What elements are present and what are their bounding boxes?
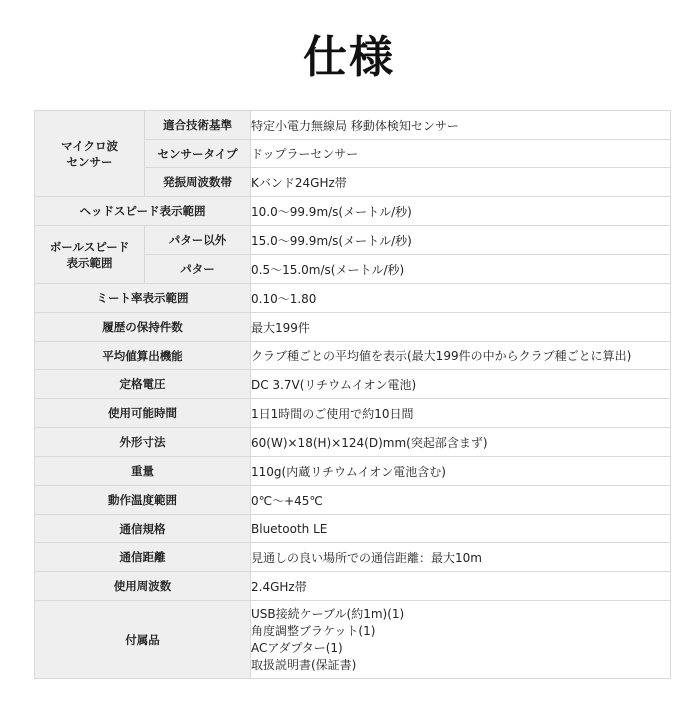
group-label-line: ボールスピード [49, 239, 130, 254]
sensor-type-value: ドップラーセンサー [251, 140, 671, 168]
table-row [35, 572, 671, 601]
table-row [35, 486, 671, 515]
voltage-value: DC 3.7V(リチウムイオン電池) [251, 370, 671, 399]
average-label: 平均値算出機能 [35, 342, 251, 370]
temperature-label: 動作温度範囲 [35, 486, 251, 515]
dimensions-value: 60(W)×18(H)×124(D)mm(突起部含まず) [251, 428, 671, 457]
temperature-value: 0℃〜+45℃ [251, 486, 671, 515]
meet-rate-label: ミート率表示範囲 [35, 284, 251, 313]
page-title: 仕様 [303, 32, 395, 83]
table-row [35, 428, 671, 457]
putter-label: パター [145, 255, 251, 284]
table-row [35, 284, 671, 313]
history-label: 履歴の保持件数 [35, 313, 251, 342]
table-row [35, 543, 671, 572]
usage-time-value: 1日1時間のご使用で約10日間 [251, 399, 671, 428]
tech-standard-value: 特定小電力無線局 移動体検知センサー [251, 111, 671, 140]
table-row [35, 226, 671, 255]
accessories-label: 付属品 [35, 601, 251, 679]
table-row [35, 399, 671, 428]
table-row [35, 111, 671, 140]
spec-table [34, 110, 671, 679]
frequency-value: 2.4GHz帯 [251, 572, 671, 601]
ball-speed-group-header [35, 226, 145, 284]
putter-value: 0.5〜15.0m/s(メートル/秒) [251, 255, 671, 284]
non-putter-label: パター以外 [145, 226, 251, 255]
dimensions-label: 外形寸法 [35, 428, 251, 457]
microwave-sensor-group-header [35, 111, 145, 197]
comm-distance-label: 通信距離 [35, 543, 251, 572]
table-row [35, 370, 671, 399]
comm-standard-label: 通信規格 [35, 515, 251, 543]
accessory-item: 取扱説明書(保証書) [251, 657, 357, 672]
group-label-line: 表示範囲 [66, 255, 113, 270]
accessory-item: USB接続ケーブル(約1m)(1) [251, 606, 405, 621]
accessory-item: ACアダプター(1) [251, 640, 343, 655]
comm-distance-value: 見通しの良い場所での通信距離：最大10m [251, 543, 671, 572]
table-row [35, 342, 671, 370]
head-speed-value: 10.0〜99.9m/s(メートル/秒) [251, 197, 671, 226]
history-value: 最大199件 [251, 313, 671, 342]
group-label-line: センサー [66, 154, 113, 169]
table-row [35, 601, 671, 679]
tech-standard-label: 適合技術基準 [145, 111, 251, 140]
sensor-type-label: センサータイプ [145, 140, 251, 168]
weight-value: 110g(内蔵リチウムイオン電池含む) [251, 457, 671, 486]
freq-band-value: Kバンド24GHz帯 [251, 168, 671, 197]
frequency-label: 使用周波数 [35, 572, 251, 601]
comm-standard-value: Bluetooth LE [251, 515, 671, 543]
freq-band-label: 発振周波数帯 [145, 168, 251, 197]
non-putter-value: 15.0〜99.9m/s(メートル/秒) [251, 226, 671, 255]
meet-rate-value: 0.10〜1.80 [251, 284, 671, 313]
table-row [35, 515, 671, 543]
table-row [35, 457, 671, 486]
head-speed-label: ヘッドスピード表示範囲 [35, 197, 251, 226]
usage-time-label: 使用可能時間 [35, 399, 251, 428]
group-label-line: マイクロ波 [60, 138, 119, 153]
table-row [35, 313, 671, 342]
accessories-value [251, 601, 671, 679]
average-value: クラブ種ごとの平均値を表示(最大199件の中からクラブ種ごとに算出) [251, 342, 671, 370]
voltage-label: 定格電圧 [35, 370, 251, 399]
table-row [35, 197, 671, 226]
accessory-item: 角度調整ブラケット(1) [251, 623, 376, 638]
weight-label: 重量 [35, 457, 251, 486]
